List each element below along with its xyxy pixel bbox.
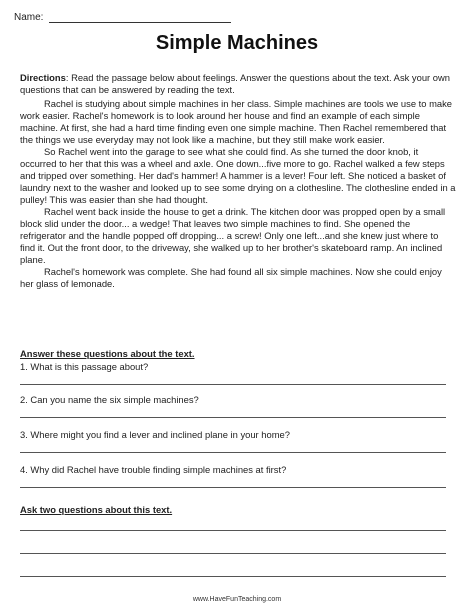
answer-line-4[interactable]	[20, 487, 446, 488]
question-1: 1. What is this passage about?	[20, 361, 149, 372]
directions	[20, 72, 456, 96]
answer-line-1[interactable]	[20, 384, 446, 385]
own-questions-heading: Ask two questions about this text.	[20, 504, 173, 515]
passage-paragraph: Rachel went back inside the house to get a drink. The kitchen door was propped open by a small block slid under the door... a wedge! That leaves two simple machines to find. She opened the refrigerator and the handle popped off dropping... a screw! Only one left...and she knew just where to find it. Out the front door, to the driveway, she walked up to her brother's skateboard ramp. An inclined plane.	[20, 206, 446, 265]
name-row	[14, 12, 231, 23]
directions-label: Directions	[20, 72, 66, 83]
page-title: Simple Machines	[155, 32, 319, 54]
questions-heading: Answer these questions about the text.	[20, 348, 195, 359]
name-field[interactable]	[49, 12, 231, 23]
question-2: 2. Can you name the six simple machines?	[20, 394, 199, 405]
own-question-line-3[interactable]	[20, 576, 446, 577]
directions-text: : Read the passage below about feelings. Answer the questions about the text. Ask your own questions that can be answered by reading the text.	[20, 72, 450, 95]
question-3: 3. Where might you find a lever and inclined plane in your home?	[20, 429, 290, 440]
own-question-line-1[interactable]	[20, 530, 446, 531]
footer-url: www.HaveFunTeaching.com	[192, 596, 282, 603]
question-4: 4. Why did Rachel have trouble finding simple machines at first?	[20, 464, 287, 475]
passage	[20, 98, 456, 290]
answer-line-2[interactable]	[20, 417, 446, 418]
passage-paragraph: Rachel's homework was complete. She had found all six simple machines. Now she could enjoy her glass of lemonade.	[20, 266, 442, 289]
answer-line-3[interactable]	[20, 452, 446, 453]
passage-paragraph: Rachel is studying about simple machines in her class. Simple machines are tools we use to make work easier. Rachel's homework is to look around her house and find an example of each simple machine. At first, she had a hard time finding even one simple machine. Then Rachel remembered that the things we use everyday may not look like a machine, but they still make work easier.	[20, 98, 453, 145]
passage-paragraph: So Rachel went into the garage to see what she could find. As she turned the door knob, it occurred to her that this was a wheel and axle. One down...five more to go. Rachel walked a few steps and tripped over something. Her dad's hammer! A hammer is a lever! Four left. She noticed a basket of laundry next to the washer and looked up to see some drying on a clothesline. The clothesline ended in a pulley! This was easier than she had thought.	[20, 146, 456, 205]
name-label: Name:	[14, 12, 44, 23]
own-question-line-2[interactable]	[20, 553, 446, 554]
